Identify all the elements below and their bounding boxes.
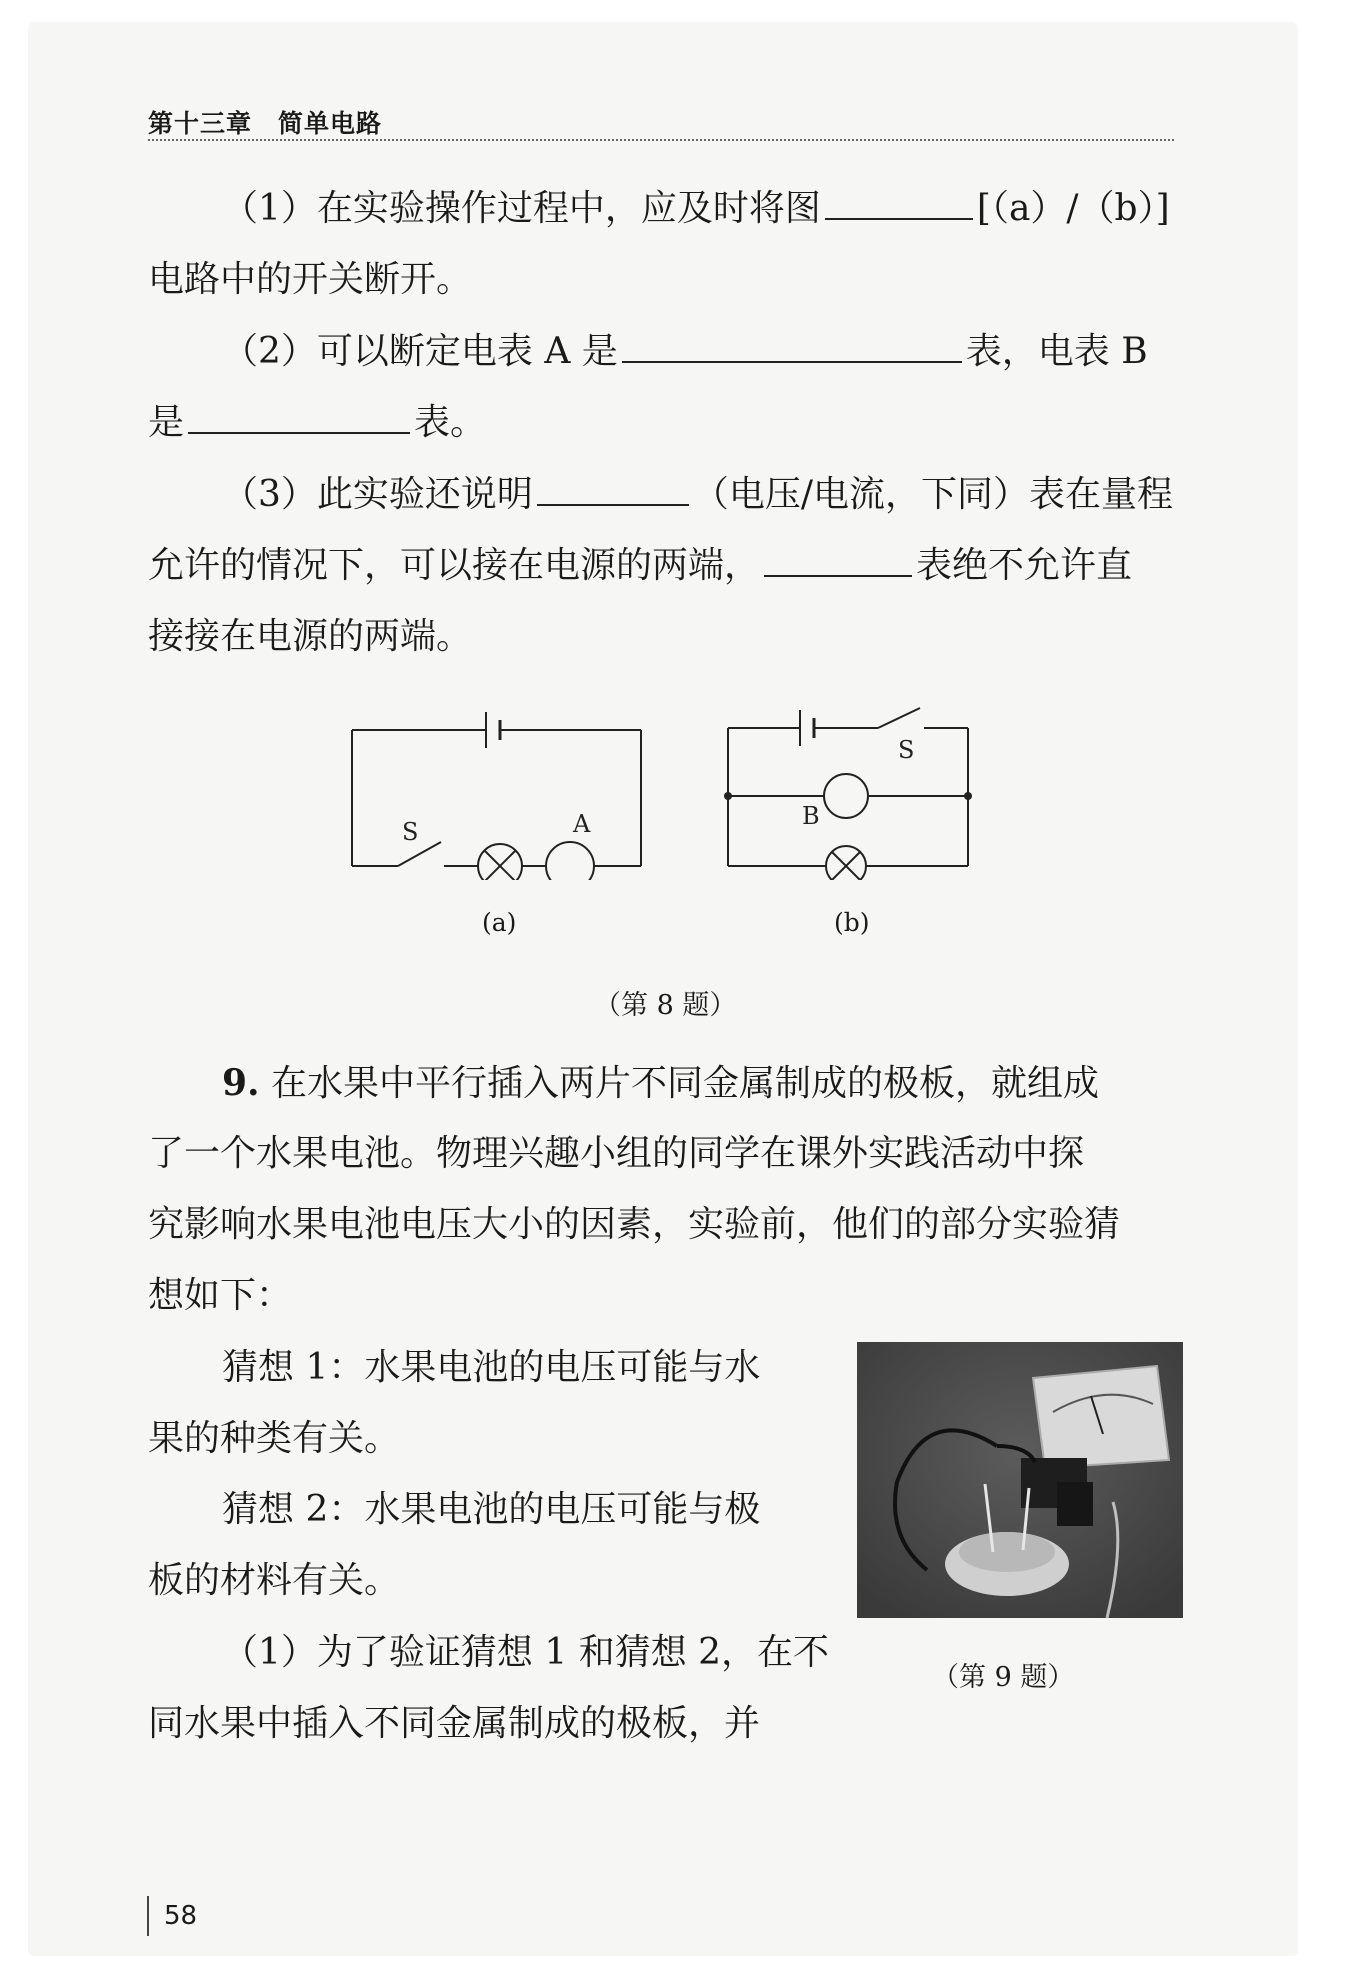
q8-part1-text: （1）在实验操作过程中，应及时将图	[222, 188, 821, 229]
fruit-battery-photo	[857, 1342, 1183, 1618]
answer-blank[interactable]	[764, 545, 912, 577]
q8-part1-line2: 电路中的开关断开。	[148, 259, 473, 300]
meter-a-symbol	[546, 842, 594, 880]
switch-label: S	[898, 736, 915, 764]
q9-line4: 想如下：	[148, 1275, 293, 1316]
q8-part2-text-b: 表，电表 B	[965, 331, 1148, 372]
page-number-bar	[147, 1896, 149, 1936]
voltmeter-body	[1033, 1366, 1169, 1468]
lamp-symbol	[826, 846, 866, 880]
q9-text: 在水果中平行插入两片不同金属制成的极板，就组成	[271, 1063, 1100, 1104]
junction-dot	[964, 792, 972, 800]
figure-label-a: (a)	[482, 908, 517, 937]
answer-blank[interactable]	[537, 474, 689, 506]
question-number: 9.	[222, 1062, 260, 1104]
meter-b-symbol	[824, 774, 868, 818]
q9-part1-line1: （1）为了验证猜想 1 和猜想 2，在不	[222, 1632, 830, 1673]
q8-part3-text-c: 允许的情况下，可以接在电源的两端，	[148, 545, 761, 586]
meter-label: A	[573, 810, 591, 838]
q9-figure-caption: （第 9 题）	[932, 1662, 1075, 1693]
circuit-diagram-a	[340, 700, 660, 880]
q8-part2-line2	[148, 402, 1178, 443]
switch-blade	[878, 708, 920, 728]
guess2-line2: 板的材料有关。	[148, 1560, 401, 1601]
chapter-title: 简单电路	[278, 109, 383, 138]
q8-part3-text: （3）此实验还说明	[222, 474, 533, 515]
q8-part3-text-d: 表绝不允许直	[916, 545, 1133, 586]
junction-dot	[724, 792, 732, 800]
guess1-line2: 果的种类有关。	[148, 1418, 401, 1459]
meter-label: B	[802, 802, 820, 830]
answer-blank[interactable]	[825, 188, 973, 220]
header-divider	[148, 139, 1174, 141]
chapter-number: 第十三章	[148, 109, 253, 138]
q8-part2-text: （2）可以断定电表 A 是	[222, 331, 618, 372]
q8-part3-text-b: （电压/电流，下同）表在量程	[692, 474, 1174, 515]
q9-line2: 了一个水果电池。物理兴趣小组的同学在课外实践活动中探	[148, 1133, 1085, 1174]
q8-part3-line3: 接接在电源的两端。	[148, 616, 473, 657]
q9-part1-line2: 同水果中插入不同金属制成的极板，并	[148, 1703, 761, 1744]
q8-part3-line2	[148, 545, 1178, 586]
guess2-line1: 猜想 2：水果电池的电压可能与极	[222, 1489, 761, 1530]
answer-blank[interactable]	[622, 331, 962, 363]
q8-part2-line1	[222, 331, 1252, 372]
answer-blank[interactable]	[188, 402, 410, 434]
q8-part1-line1	[222, 188, 1252, 229]
guess1-line1: 猜想 1：水果电池的电压可能与水	[222, 1347, 761, 1388]
q9-line3: 究影响水果电池电压大小的因素，实验前，他们的部分实验猜	[148, 1204, 1121, 1245]
figure-label-b: (b)	[834, 908, 870, 937]
page-number: 58	[164, 1901, 198, 1931]
switch-label: S	[402, 818, 419, 846]
q8-part2-text-c: 是	[148, 402, 185, 443]
q9-line1	[222, 1063, 1252, 1104]
q8-part2-text-d: 表。	[414, 402, 487, 443]
q8-part1-options: [（a）/（b）]	[976, 188, 1170, 229]
q8-part3-line1	[222, 474, 1252, 515]
q8-figure-caption: （第 8 题）	[594, 990, 737, 1021]
circuit-diagram-b	[714, 700, 994, 880]
chapter-header	[148, 104, 382, 140]
